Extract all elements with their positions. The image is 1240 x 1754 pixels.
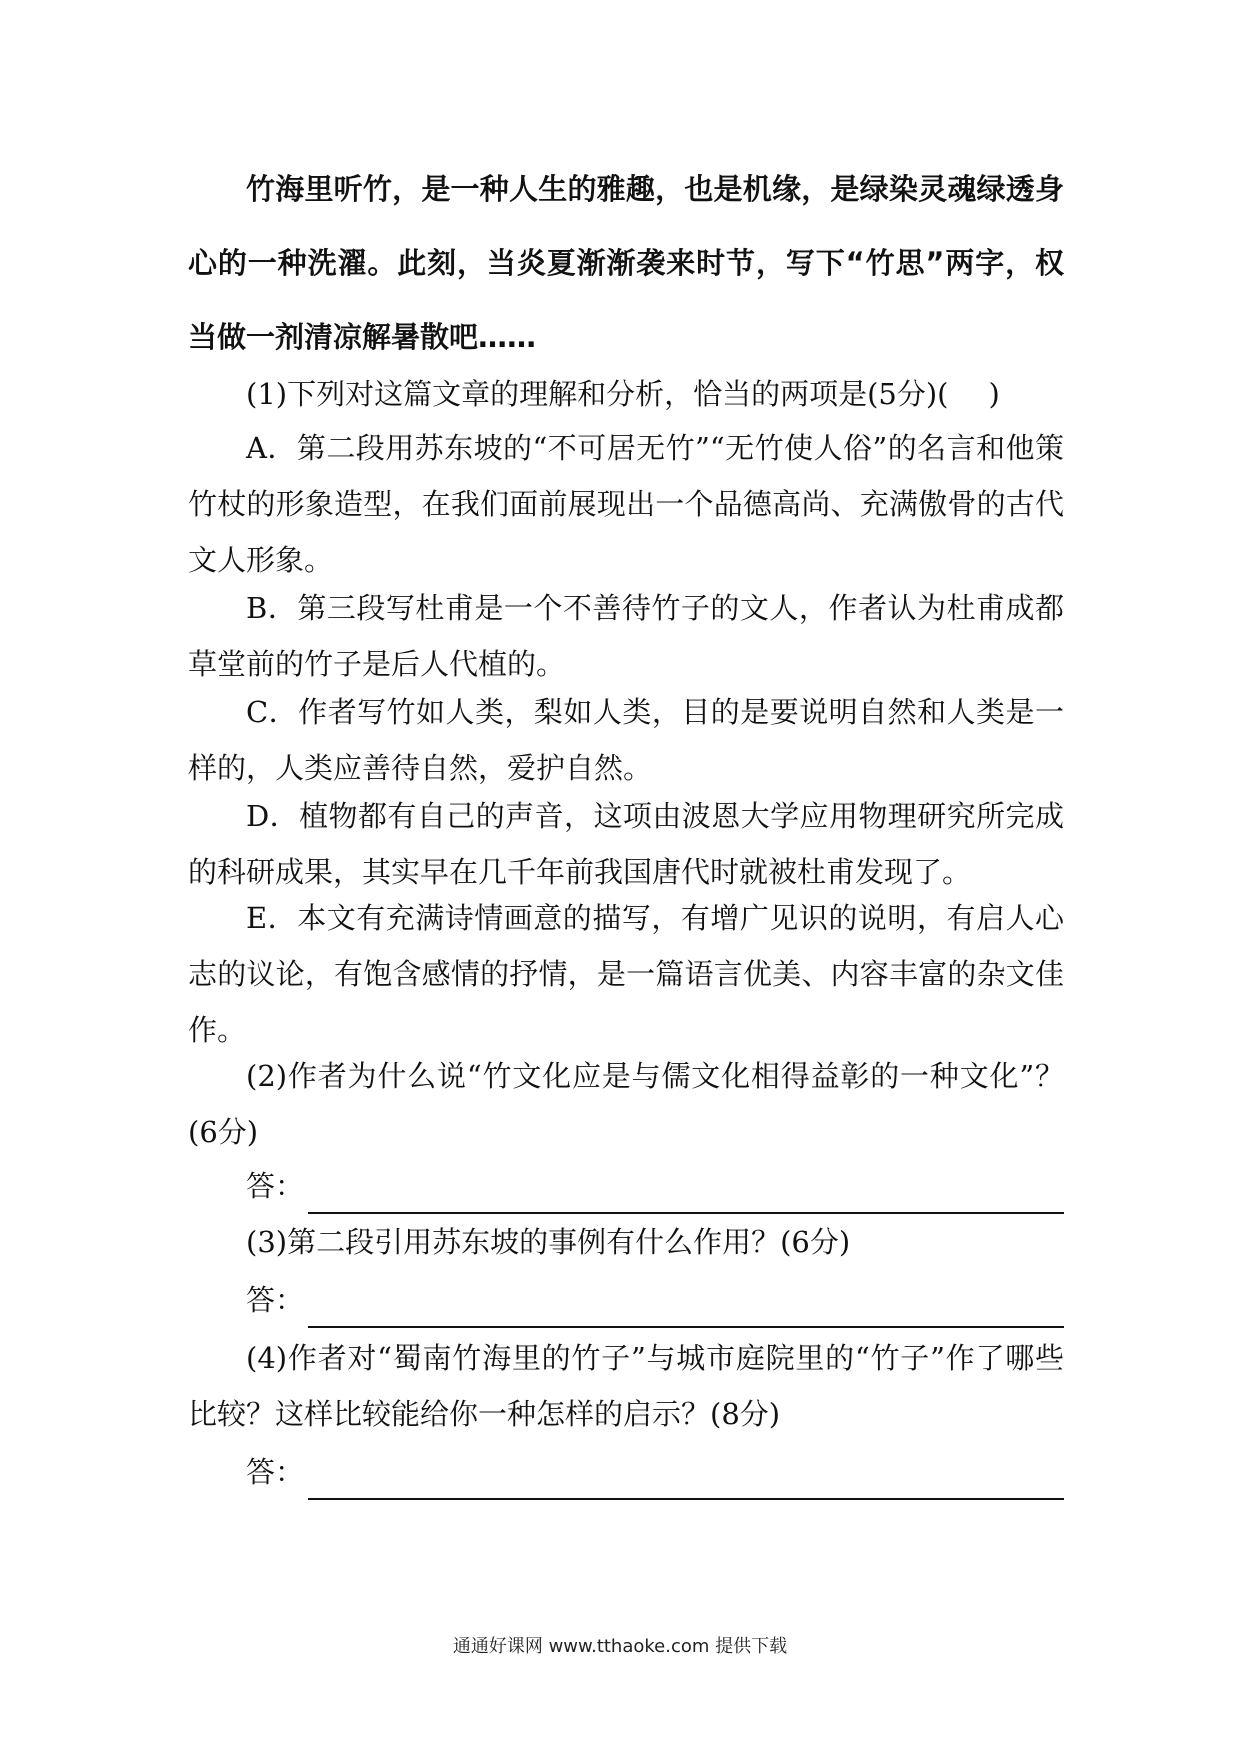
question-4-prompt: (4)作者对“蜀南竹海里的竹子”与城市庭院里的“竹子”作了哪些比较？这样比较能给你一种怎样的启示？(8分) — [188, 1341, 1064, 1431]
option-c-label: C． — [246, 695, 299, 729]
question-1-prompt-end: ) — [988, 377, 1000, 411]
option-a — [188, 420, 1064, 588]
option-b — [188, 580, 1064, 692]
option-d-text: 植物都有自己的声音，这项由波恩大学应用物理研究所完成的科研成果，其实早在几千年前我国唐代时就被杜甫发现了。 — [188, 799, 1064, 889]
option-a-text: 第二段用苏东坡的“不可居无竹”“无竹使人俗”的名言和他策竹杖的形象造型，在我们面前展现出一个品德高尚、充满傲骨的古代文人形象。 — [188, 431, 1064, 577]
intro-paragraph: 竹海里听竹，是一种人生的雅趣，也是机缘，是绿染灵魂绿透身心的一种洗濯。此刻，当炎夏渐渐袭来时节，写下“竹思”两字，权当做一剂清凉解暑散吧…… — [188, 172, 1064, 354]
page-footer: 通通好课网 www.tthaoke.com 提供下载 — [452, 1636, 788, 1657]
answer-label: 答： — [246, 1169, 305, 1203]
question-2-answer — [246, 1158, 1064, 1214]
option-c-text: 作者写竹如人类，梨如人类，目的是要说明自然和人类是一样的，人类应善待自然，爱护自然。 — [188, 695, 1064, 785]
answer-blank-line[interactable] — [308, 1460, 1064, 1500]
question-2-prompt: (2)作者为什么说“竹文化应是与儒文化相得益彰的一种文化”？(6分) — [188, 1059, 1064, 1149]
answer-blank-line[interactable] — [308, 1288, 1064, 1328]
option-d — [188, 788, 1064, 900]
question-4-answer — [246, 1444, 1064, 1500]
answer-label: 答： — [246, 1283, 305, 1317]
option-d-label: D． — [246, 799, 300, 833]
option-c — [188, 684, 1064, 796]
answer-label: 答： — [246, 1455, 305, 1489]
question-3-prompt: (3)第二段引用苏东坡的事例有什么作用？(6分) — [246, 1225, 851, 1259]
option-b-label: B． — [246, 591, 298, 625]
option-e — [188, 890, 1064, 1058]
question-1-prompt — [188, 366, 1064, 422]
option-e-label: E． — [246, 901, 298, 935]
option-b-text: 第三段写杜甫是一个不善待竹子的文人，作者认为杜甫成都草堂前的竹子是后人代植的。 — [188, 591, 1064, 681]
question-1-prompt-text: (1)下列对这篇文章的理解和分析，恰当的两项是(5分)( — [246, 377, 949, 411]
option-a-label: A． — [246, 431, 297, 465]
option-e-text: 本文有充满诗情画意的描写，有增广见识的说明，有启人心志的议论，有饱含感情的抒情，是一篇语言优美、内容丰富的杂文佳作。 — [188, 901, 1064, 1047]
answer-blank-line[interactable] — [308, 1174, 1064, 1214]
question-3-answer — [246, 1272, 1064, 1328]
